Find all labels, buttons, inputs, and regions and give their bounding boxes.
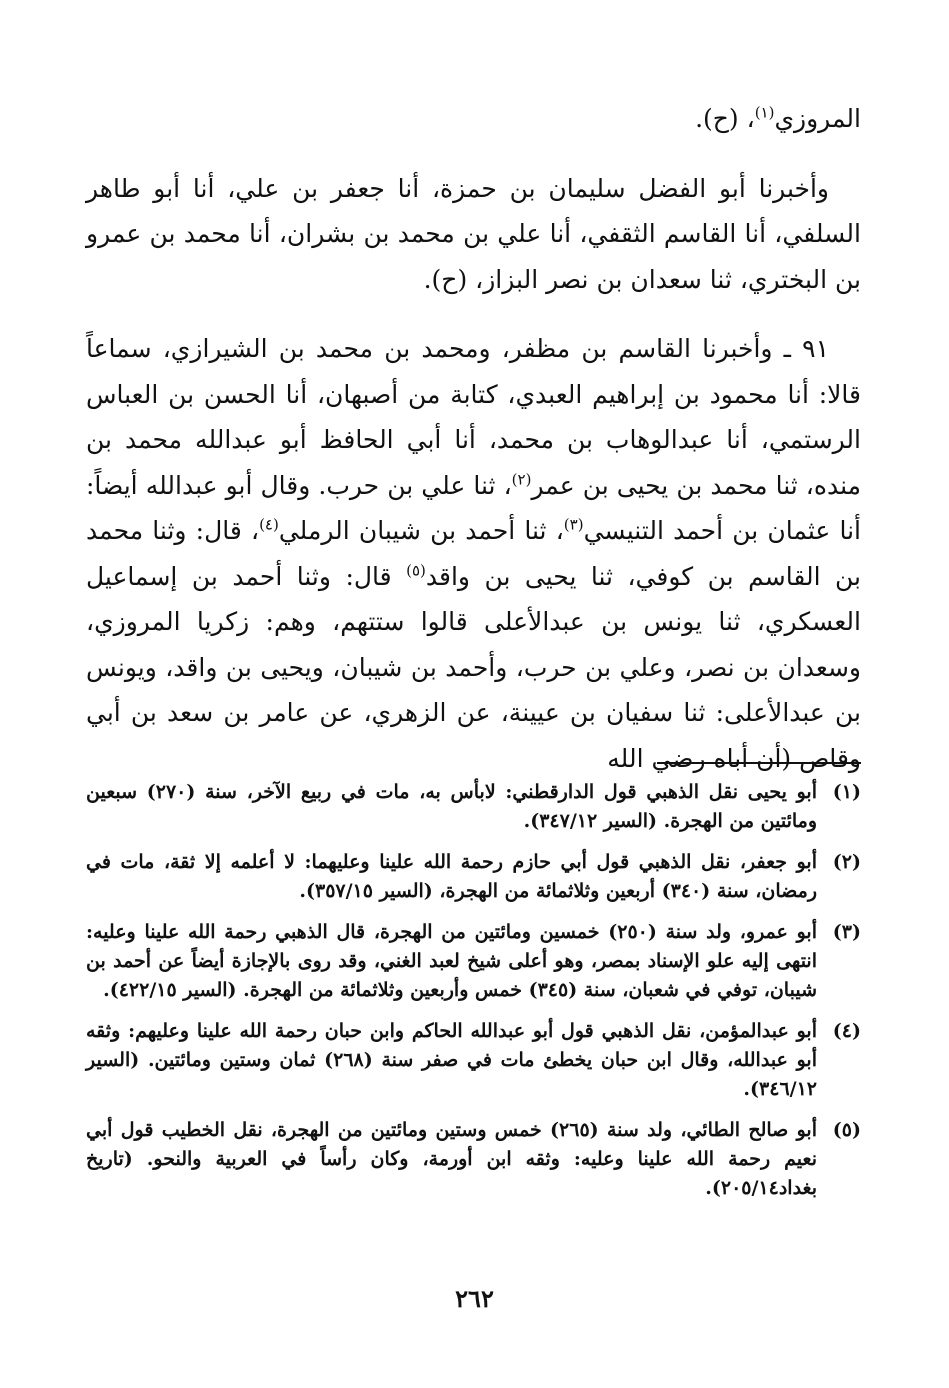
- paragraph-3: [86, 326, 861, 781]
- paragraph-1: [86, 96, 861, 142]
- footnote-text: أبو عمرو، ولد سنة (٢٥٠) خمسين ومائتين من الهجرة، قال الذهبي رحمة الله علينا وعليه: انتهى إليه علو الإسناد بمصر، وهو أعلى شيخ لعبد الغني، وقد روى بالإجازة أيضاً عن أحمد بن شيبان، توفي في شعبان، سنة (٣٤٥) خمس وأربعين وثلاثمائة من الهجرة. (السير ٤٢٢/١٥).: [86, 921, 817, 1001]
- footnotes: [86, 778, 861, 1215]
- text-segment: ، ثنا علي بن حرب. وقال أبو عبدالله أيضاً: أنا عثمان بن أحمد التنيسي: [86, 470, 861, 545]
- footnote-ref-1: (١): [754, 103, 775, 122]
- footnote-number: (٤): [832, 1020, 861, 1042]
- footnote-number: (٢): [832, 851, 861, 873]
- main-text: [86, 96, 861, 781]
- footnote-divider: [657, 762, 861, 764]
- page-number: ٢٦٢: [455, 1284, 494, 1313]
- text-segment: ٩١ ـ وأخبرنا القاسم بن مظفر، ومحمد بن محمد بن الشيرازي، سماعاً قالا: أنا محمود بن إبراهيم العبدي، كتابة من أصبهان، أنا الحسن بن العباس الرستمي، أنا عبدالوهاب بن محمد، أنا أبي الحافظ أبو عبدالله محمد بن منده، ثنا محمد بن يحيى بن عمر: [86, 334, 862, 500]
- text-segment: ، ثنا أحمد بن شيبان الرملي: [278, 516, 564, 545]
- footnote-text: أبو جعفر، نقل الذهبي قول أبي حازم رحمة الله علينا وعليهما: لا أعلمه إلا ثقة، مات في رمضان، سنة (٣٤٠) أربعين وثلاثمائة من الهجرة، (السير ٣٥٧/١٥).: [86, 851, 817, 902]
- text-segment: قال: وثنا أحمد بن إسماعيل العسكري، ثنا يونس بن عبدالأعلى قالوا ستتهم، وهم: زكريا المروزي، وسعدان بن نصر، وعلي بن حرب، وأحمد بن شيبان، ويحيى بن واقد، ويونس بن عبدالأعلى: ثنا سفيان بن عيينة، عن الزهري، عن عامر بن سعد بن أبي وقاص (أن أباه رضي الله: [86, 561, 861, 773]
- footnote-ref-2: (٢): [511, 470, 532, 489]
- footnote-text: أبو عبدالمؤمن، نقل الذهبي قول أبو عبدالله الحاكم وابن حبان رحمة الله علينا وعليهم: وثقه أبو عبدالله، وقال ابن حبان يخطئ مات في صفر سنة (٢٦٨) ثمان وستين ومائتين. (السير ٣٤٦/١٢).: [86, 1020, 817, 1100]
- footnote-number: (١): [832, 781, 861, 803]
- text-segment: ، قال: وثنا محمد بن القاسم بن كوفي، ثنا يحيى بن واقد: [86, 516, 861, 591]
- footnote-number: (٣): [832, 921, 861, 943]
- footnote-2: [86, 848, 861, 906]
- footnote-text: أبو يحيى نقل الذهبي قول الدارقطني: لابأس به، مات في ربيع الآخر، سنة (٢٧٠) سبعين ومائتين من الهجرة. (السير ٣٤٧/١٢).: [86, 781, 817, 832]
- footnote-1: [86, 778, 861, 836]
- footnote-4: [86, 1017, 861, 1104]
- footnote-3: [86, 918, 861, 1005]
- text-segment: ، (ح).: [695, 104, 755, 133]
- footnote-5: [86, 1116, 861, 1203]
- footnote-ref-3: (٣): [563, 515, 584, 534]
- footnote-number: (٥): [832, 1119, 861, 1141]
- footnote-ref-4: (٤): [259, 515, 279, 534]
- text-segment: المروزي: [774, 104, 861, 133]
- footnote-text: أبو صالح الطائي، ولد سنة (٢٦٥) خمس وستين ومائتين من الهجرة، نقل الخطيب قول أبي نعيم رحمة الله علينا وعليه: وثقه ابن أورمة، وكان رأساً في العربية والنحو. (تاريخ بغداد٢٠٥/١٤).: [86, 1119, 817, 1199]
- paragraph-2: وأخبرنا أبو الفضل سليمان بن حمزة، أنا جعفر بن علي، أنا أبو طاهر السلفي، أنا القاسم الثقفي، أنا علي بن محمد بن بشران، أنا محمد بن عمرو بن البختري، ثنا سعدان بن نصر البزاز، (ح).: [86, 173, 861, 294]
- footnote-ref-5: (٥): [406, 561, 426, 580]
